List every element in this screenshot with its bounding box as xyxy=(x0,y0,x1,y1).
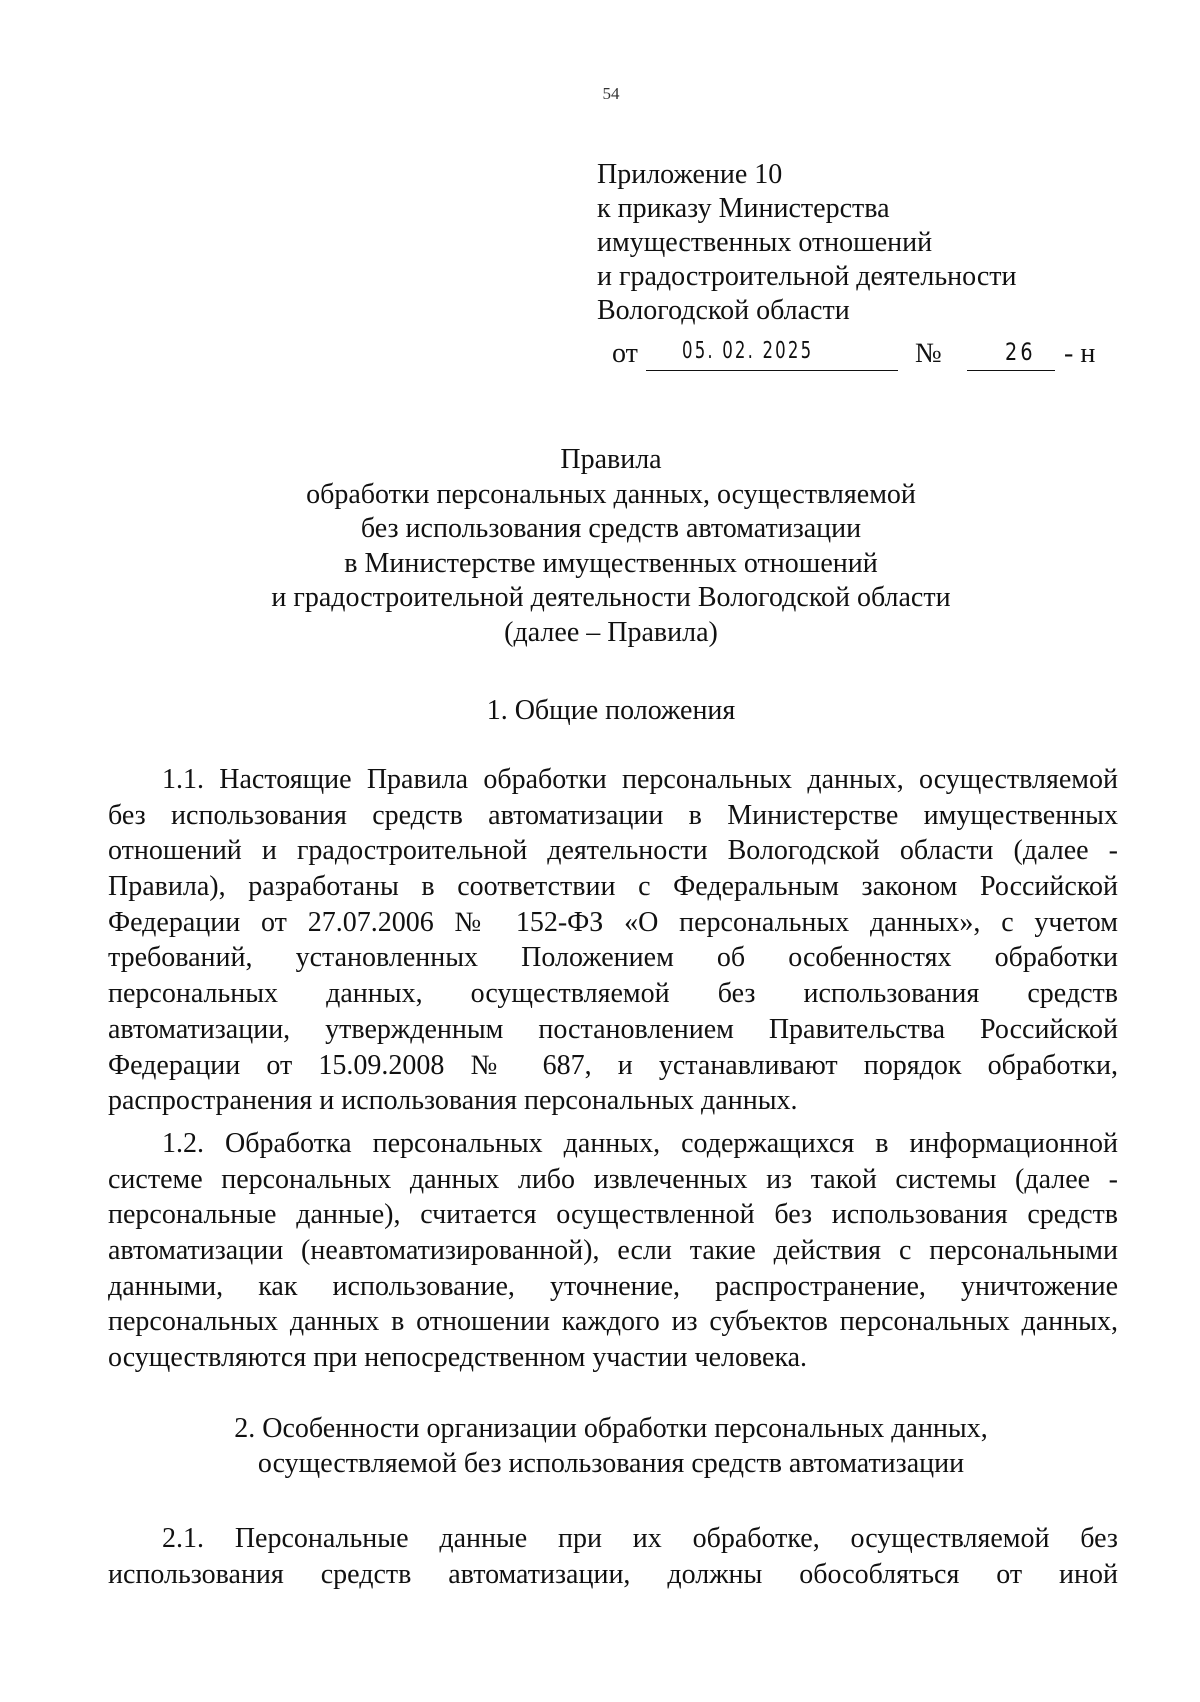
title-line: Правила xyxy=(560,444,662,475)
paragraph-line: 2.1. Персональные данные при их обработке, осуществляемой без xyxy=(162,1523,1118,1554)
handwritten-date: 05. 02. 2025 xyxy=(682,338,814,364)
paragraph-1-1 xyxy=(108,762,1118,1119)
title-line: в Министерстве имущественных отношений xyxy=(344,547,878,579)
date-label: от xyxy=(612,338,638,369)
title-line: без использования средств автоматизации xyxy=(360,513,862,544)
heading-line: 1. Общие положения xyxy=(486,695,736,726)
handwritten-number: 26 xyxy=(1005,338,1036,366)
document-title xyxy=(0,443,1200,650)
paragraph-2-1 xyxy=(108,1521,1118,1592)
paragraph-1-2 xyxy=(108,1126,1118,1376)
paragraph-line: 1.2. Обработка персональных данных, содержащихся в информационной xyxy=(162,1128,1118,1159)
paragraph-line: осуществляются при непосредственном участии человека. xyxy=(108,1342,808,1374)
paragraph-line: использования средств автоматизации, должны обособляться от иной xyxy=(108,1558,1118,1590)
heading-line: осуществляемой без использования средств автоматизации xyxy=(257,1447,965,1479)
number-label: № xyxy=(915,338,942,369)
page-number: 54 xyxy=(602,84,620,103)
section-1-heading xyxy=(0,694,1200,729)
title-line: (далее – Правила) xyxy=(504,616,718,648)
approval-block xyxy=(597,158,1117,328)
paragraph-line: персональных данных, осуществляемой без использования средств xyxy=(108,978,1118,1010)
title-line: и градостроительной деятельности Вологодской области xyxy=(271,582,951,613)
paragraph-line: Федерации от 27.07.2006 № 152-ФЗ «О персональных данных», с учетом xyxy=(108,906,1118,938)
section-2-heading xyxy=(0,1412,1200,1481)
paragraph-line: требований, установленных Положением об особенностях обработки xyxy=(108,942,1118,974)
approval-line: и градостроительной деятельности xyxy=(597,261,1017,292)
paragraph-line: системе персональных данных либо извлеченных из такой системы (далее - xyxy=(108,1163,1118,1195)
paragraph-line: Федерации от 15.09.2008 № 687, и устанавливают порядок обработки, xyxy=(108,1049,1118,1081)
paragraph-line: автоматизации (неавтоматизированной), если такие действия с персональными xyxy=(108,1235,1118,1267)
title-line: обработки персональных данных, осуществляемой xyxy=(306,478,916,510)
paragraph-line: распространения и использования персональных данных. xyxy=(108,1085,798,1117)
approval-line: Вологодской области xyxy=(597,295,850,326)
paragraph-line: 1.1. Настоящие Правила обработки персональных данных, осуществляемой xyxy=(162,764,1118,795)
paragraph-line: автоматизации, утвержденным постановлением Правительства Российской xyxy=(108,1013,1118,1045)
paragraph-line: без использования средств автоматизации в Министерстве имущественных xyxy=(108,799,1118,831)
paragraph-line: персональные данные), считается осуществленной без использования средств xyxy=(108,1199,1118,1231)
paragraph-line: данными, как использование, уточнение, распространение, уничтожение xyxy=(108,1270,1118,1302)
order-date-number-line xyxy=(612,334,1132,374)
date-field xyxy=(646,334,898,371)
paragraph-line: персональных данных в отношении каждого из субъектов персональных данных, xyxy=(108,1306,1118,1338)
number-field xyxy=(967,334,1055,371)
number-suffix: - н xyxy=(1064,338,1096,369)
paragraph-line: Правила), разработаны в соответствии с Федеральным законом Российской xyxy=(108,871,1118,903)
approval-line: имущественных отношений xyxy=(597,227,933,258)
heading-line: 2. Особенности организации обработки персональных данных, xyxy=(234,1413,988,1444)
paragraph-line: отношений и градостроительной деятельности Вологодской области (далее - xyxy=(108,835,1118,867)
approval-line: к приказу Министерства xyxy=(597,193,890,224)
approval-line: Приложение 10 xyxy=(597,159,783,190)
